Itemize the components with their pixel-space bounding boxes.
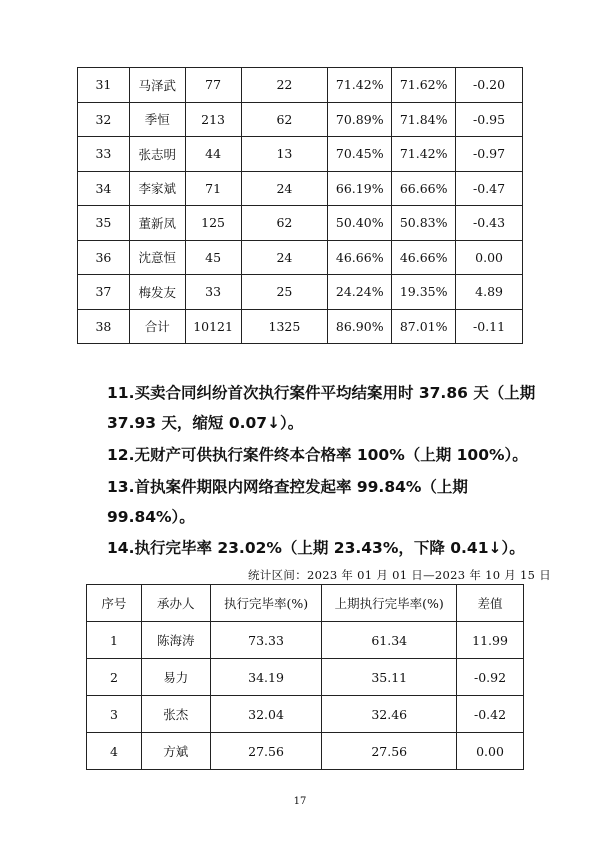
table-row — [87, 733, 524, 770]
table-cell: 4.89 — [456, 275, 523, 310]
table-cell: 71.42% — [392, 137, 456, 172]
table-cell: -0.92 — [457, 659, 524, 696]
table-cell: 季恒 — [129, 102, 185, 137]
table-cell: 1325 — [241, 309, 328, 344]
table-cell: 125 — [185, 206, 241, 241]
table-cell: 35 — [78, 206, 130, 241]
table-cell: 35.11 — [322, 659, 457, 696]
table-cell: -0.97 — [456, 137, 523, 172]
table-cell: 方斌 — [141, 733, 210, 770]
header-difference: 差值 — [457, 585, 524, 622]
table-cell: 70.89% — [328, 102, 392, 137]
table-cell: 34.19 — [210, 659, 322, 696]
table-cell: 77 — [185, 68, 241, 103]
table-row — [78, 275, 523, 310]
completion-rate-table-continued — [77, 67, 523, 344]
table-cell: 66.66% — [392, 171, 456, 206]
paragraph-13: 13.首执案件期限内网络查控发起率 99.84%（上期 99.84%）。 — [107, 478, 468, 526]
header-prior-completion-rate: 上期执行完毕率(%) — [322, 585, 457, 622]
table-cell: 44 — [185, 137, 241, 172]
paragraph-11: 11.买卖合同纠纷首次执行案件平均结案用时 37.86 天（上期 37.93 天，缩短 0.07↓）。 — [107, 384, 536, 432]
table-row — [78, 309, 523, 344]
table-cell: 62 — [241, 102, 328, 137]
table-cell: 70.45% — [328, 137, 392, 172]
table-cell: 31 — [78, 68, 130, 103]
table-cell: 4 — [87, 733, 142, 770]
table-cell: 2 — [87, 659, 142, 696]
table-cell: -0.43 — [456, 206, 523, 241]
table-cell: 22 — [241, 68, 328, 103]
table-cell: 66.19% — [328, 171, 392, 206]
table-cell: -0.20 — [456, 68, 523, 103]
table-cell: 86.90% — [328, 309, 392, 344]
table-row — [87, 696, 524, 733]
table-cell: 沈意恒 — [129, 240, 185, 275]
table-cell: 13 — [241, 137, 328, 172]
statistics-period: 统计区间：2023 年 01 月 01 日—2023 年 10 月 15 日 — [248, 568, 552, 582]
table-cell: 11.99 — [457, 622, 524, 659]
table-cell: 87.01% — [392, 309, 456, 344]
table-cell: 张杰 — [141, 696, 210, 733]
table-cell: 36 — [78, 240, 130, 275]
table-cell: 合计 — [129, 309, 185, 344]
table-cell: 32 — [78, 102, 130, 137]
table-cell: 62 — [241, 206, 328, 241]
table-cell: 71 — [185, 171, 241, 206]
table-cell: 27.56 — [210, 733, 322, 770]
table-cell: 1 — [87, 622, 142, 659]
table-cell: -0.42 — [457, 696, 524, 733]
paragraph-12: 12.无财产可供执行案件终本合格率 100%（上期 100%）。 — [107, 446, 528, 464]
table-row — [87, 622, 524, 659]
table-cell: 董新凤 — [129, 206, 185, 241]
table-cell: 71.62% — [392, 68, 456, 103]
table-cell: 32.04 — [210, 696, 322, 733]
table-cell: 0.00 — [457, 733, 524, 770]
table-cell: 37 — [78, 275, 130, 310]
table-cell: 61.34 — [322, 622, 457, 659]
header-index: 序号 — [87, 585, 142, 622]
table-cell: 33 — [185, 275, 241, 310]
table-cell: 73.33 — [210, 622, 322, 659]
table-cell: 马泽武 — [129, 68, 185, 103]
table-cell: 34 — [78, 171, 130, 206]
table-row — [78, 102, 523, 137]
table-cell: 24 — [241, 171, 328, 206]
table-cell: 梅发友 — [129, 275, 185, 310]
table-cell: 张志明 — [129, 137, 185, 172]
table-cell: 0.00 — [456, 240, 523, 275]
table-cell: 李家斌 — [129, 171, 185, 206]
paragraph-14: 14.执行完毕率 23.02%（上期 23.43%，下降 0.41↓）。 — [107, 539, 525, 557]
table-cell: -0.11 — [456, 309, 523, 344]
table-cell: 陈海涛 — [141, 622, 210, 659]
table-cell: 27.56 — [322, 733, 457, 770]
table-cell: 50.83% — [392, 206, 456, 241]
table-cell: 25 — [241, 275, 328, 310]
table-cell: 213 — [185, 102, 241, 137]
table-cell: 71.42% — [328, 68, 392, 103]
table-cell: 50.40% — [328, 206, 392, 241]
table-cell: 32.46 — [322, 696, 457, 733]
header-handler: 承办人 — [141, 585, 210, 622]
table-cell: 38 — [78, 309, 130, 344]
table-cell: 3 — [87, 696, 142, 733]
execution-completion-rate-table — [86, 584, 524, 770]
table-cell: 46.66% — [328, 240, 392, 275]
table-row — [78, 68, 523, 103]
table-cell: 19.35% — [392, 275, 456, 310]
table-cell: -0.95 — [456, 102, 523, 137]
table-row — [78, 206, 523, 241]
table-cell: -0.47 — [456, 171, 523, 206]
table-cell: 33 — [78, 137, 130, 172]
table-cell: 易力 — [141, 659, 210, 696]
table-row — [78, 240, 523, 275]
table-cell: 46.66% — [392, 240, 456, 275]
table-cell: 24 — [241, 240, 328, 275]
table-cell: 10121 — [185, 309, 241, 344]
header-completion-rate: 执行完毕率(%) — [210, 585, 322, 622]
table-cell: 24.24% — [328, 275, 392, 310]
table-row — [78, 171, 523, 206]
table-row — [87, 659, 524, 696]
table-header-row — [87, 585, 524, 622]
table-cell: 45 — [185, 240, 241, 275]
table-cell: 71.84% — [392, 102, 456, 137]
table-row — [78, 137, 523, 172]
page-number: 17 — [293, 796, 307, 807]
